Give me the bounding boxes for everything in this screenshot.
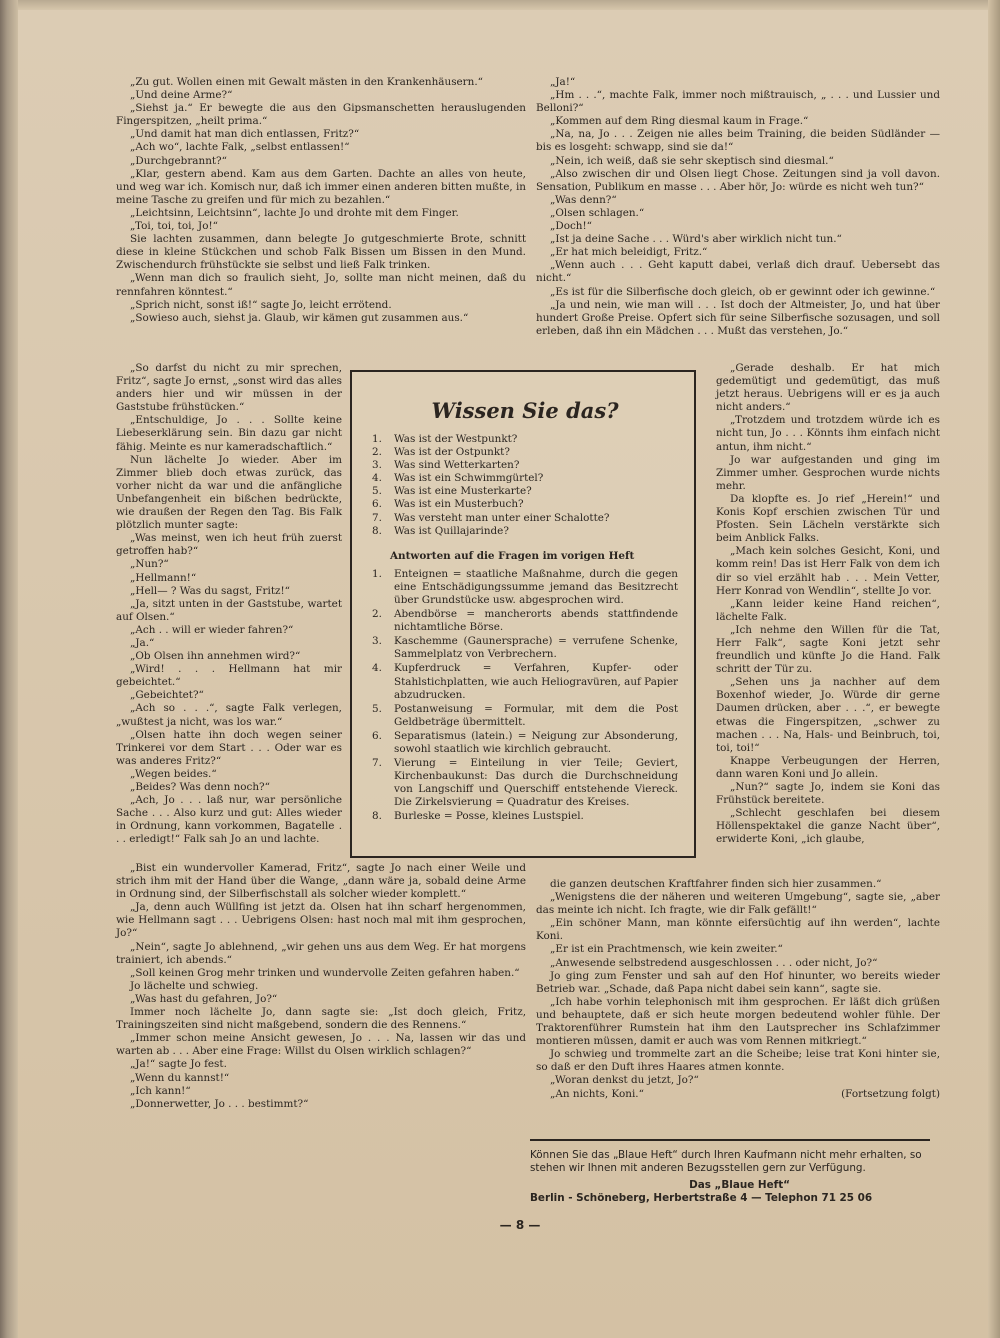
quiz-question — [372, 446, 678, 459]
paragraph: „Hellmann!“ — [130, 571, 197, 584]
quiz-answer-number: 3. — [372, 635, 382, 648]
page-number: — 8 — — [499, 1218, 541, 1232]
story-right-narrow — [716, 362, 940, 846]
quiz-question — [372, 433, 678, 446]
paragraph: Jo schwieg und trommelte zart an die Scheibe; leise trat Koni hinter sie, so daß er den Duft ihres Haares atmen konnte. — [536, 1048, 940, 1074]
quiz-answer-text: Enteignen = staatliche Maßnahme, durch die gegen eine Entschädigungssumme jemand das Besitzrecht über Grundstücke usw. abgesprochen wird. — [394, 567, 678, 606]
quiz-answer — [372, 635, 678, 661]
story-left-bottom — [116, 862, 526, 1111]
quiz-answer — [372, 810, 678, 823]
paragraph: „Ja!“ sagte Jo fest. — [130, 1058, 227, 1071]
quiz-answer-text: Kaschemme (Gaunersprache) = verrufene Schenke, Sammelplatz von Verbrechern. — [394, 635, 678, 661]
paragraph: „Wenn man dich so fraulich sieht, Jo, sollte man nicht meinen, daß du rennfahren könntest.“ — [116, 272, 526, 298]
quiz-title: Wissen Sie das? — [431, 398, 619, 423]
last-line: „An nichts, Koni.“ — [550, 1087, 644, 1100]
paragraph: „Ja, denn auch Wüllfing ist jetzt da. Olsen hat ihn scharf hergenommen, wie Hellmann sagt . . . Uebrigens Olsen: hast noch mal mit ihm gesprochen, Jo?“ — [116, 901, 526, 940]
paragraph: „Hm . . .“, machte Falk, immer noch mißtrauisch, „ . . . und Lussier und Belloni?“ — [536, 89, 940, 115]
paragraph: „Zu gut. Wollen einen mit Gewalt mästen in den Krankenhäusern.“ — [130, 76, 483, 88]
paragraph: „Donnerwetter, Jo . . . bestimmt?“ — [130, 1097, 309, 1110]
paragraph: „Anwesende selbstredend ausgeschlossen . . . oder nicht, Jo?“ — [550, 956, 878, 969]
quiz-answer-text: Abendbörse = mancherorts abends stattfindende nichtamtliche Börse. — [394, 608, 678, 634]
paragraph: „Ist ja deine Sache . . . Würd's aber wirklich nicht tun.“ — [550, 233, 842, 246]
paragraph: „Er ist ein Prachtmensch, wie kein zweiter.“ — [550, 943, 783, 956]
quiz-answer-number: 6. — [372, 729, 382, 742]
paragraph: „Sprich nicht, sonst iß!“ sagte Jo, leicht errötend. — [130, 298, 392, 311]
paragraph: Jo war aufgestanden und ging im Zimmer umher. Gesprochen wurde nichts mehr. — [716, 453, 940, 492]
story-left-top — [116, 76, 526, 325]
paragraph: „Doch!“ — [550, 220, 592, 233]
quiz-question — [372, 472, 678, 485]
publisher-name: Das „Blaue Heft“ — [689, 1179, 790, 1191]
quiz-answer — [372, 568, 678, 607]
paragraph: „Hell— ? Was du sagst, Fritz!“ — [130, 584, 290, 597]
paragraph: „Ein schöner Mann, man könnte eifersüchtig auf ihn werden“, lachte Koni. — [536, 917, 940, 943]
paragraph: „Gebeichtet?“ — [130, 689, 204, 702]
paragraph: „Ja und nein, wie man will . . . Ist doch der Altmeister, Jo, und hat über hundert Große Preise. Opfert sich für seine Silberfische sozusagen, und soll erleben, daß ihn ein Mädchen . . . Mußt das verstehen, Jo.“ — [536, 298, 940, 337]
quiz-answer — [372, 703, 678, 729]
quiz-question — [372, 512, 678, 525]
paragraph: „Soll keinen Grog mehr trinken und wundervolle Zeiten gefahren haben.“ — [130, 966, 520, 979]
quiz-box — [350, 370, 696, 858]
subscription-notice — [530, 1139, 930, 1205]
paragraph: „Klar, gestern abend. Kam aus dem Garten. Dachte an alles von heute, und weg war ich. Komisch nur, daß ich immer einen anderen bitten mußte, in meine Tasche zu greifen und für mich zu bezahlen.“ — [116, 167, 526, 206]
paragraph: „Nun?“ — [130, 558, 169, 571]
paragraph: Jo lächelte und schwieg. — [130, 979, 259, 992]
quiz-question-number: 6. — [372, 498, 382, 511]
quiz-answers — [372, 568, 678, 824]
paragraph: „Mach kein solches Gesicht, Koni, und komm rein! Das ist Herr Falk von dem ich dir so viel erzählt hab . . . Mein Vetter, Herr Konrad von Wendlin“, stellte Jo vor. — [716, 545, 940, 597]
paragraph: „Trotzdem und trotzdem würde ich es nicht tun, Jo . . . Könnts ihm einfach nicht antun, ihm nicht.“ — [716, 414, 940, 453]
paragraph: „Ob Olsen ihn annehmen wird?“ — [130, 650, 301, 663]
paragraph: „Ja.“ — [130, 636, 155, 649]
paragraph: „Wenigstens die der näheren und weiteren Umgebung“, sagte sie, „aber das meinte ich nicht. Ich fragte, wie dir Falk gefällt!“ — [536, 891, 940, 917]
quiz-answer-number: 4. — [372, 662, 382, 675]
paragraph: „Kann leider keine Hand reichen“, lächelte Falk. — [716, 597, 940, 623]
continued-note: (Fortsetzung folgt) — [841, 1087, 940, 1100]
paragraph: „Was hast du gefahren, Jo?“ — [130, 992, 278, 1005]
paragraph: „Schlecht geschlafen bei diesem Höllenspektakel die ganze Nacht über“, erwiderte Koni, „ich glaube, — [716, 807, 940, 846]
quiz-answer-text: Vierung = Einteilung in vier Teile; Geviert, Kirchenbaukunst: Das durch die Durchschneidung von Langschiff und Querschiff entstehende Viereck. Die Zirkelsvierung = Quadratur des Kreises. — [394, 757, 678, 809]
quiz-question — [372, 485, 678, 498]
paragraph: Sie lachten zusammen, dann belegte Jo gutgeschmierte Brote, schnitt diese in kleine Stückchen und schob Falk Bissen um Bissen in den Mund. Zwischendurch frühstückte sie selbst und ließ Falk trinken. — [116, 233, 526, 272]
quiz-question-text: Was ist ein Musterbuch? — [394, 498, 524, 511]
paragraph: „So darfst du nicht zu mir sprechen, Fritz“, sagte Jo ernst, „sonst wird das alles anders hier und wir müssen in der Gaststube frühstücken.“ — [116, 362, 342, 414]
page-edge-top — [0, 0, 1000, 10]
paragraph: „Durchgebrannt?“ — [130, 154, 227, 167]
paragraph: „Siehst ja.“ Er bewegte die aus den Gipsmanschetten herauslugenden Fingerspitzen, „heilt prima.“ — [116, 102, 526, 128]
paragraph: „Er hat mich beleidigt, Fritz.“ — [550, 246, 708, 259]
paragraph: „Kommen auf dem Ring diesmal kaum in Frage.“ — [550, 115, 809, 128]
paragraph: „Ach wo“, lachte Falk, „selbst entlassen!“ — [130, 141, 350, 154]
paragraph-last — [536, 1088, 940, 1101]
paragraph: „Ja, sitzt unten in der Gaststube, wartet auf Olsen.“ — [116, 597, 342, 623]
quiz-answer-number: 7. — [372, 757, 382, 770]
paragraph: „Ich kann!“ — [130, 1084, 191, 1097]
notice-text: Können Sie das „Blaue Heft“ durch Ihren Kaufmann nicht mehr erhalten, so stehen wir Ihnen mit anderen Bezugsstellen gern zur Verfügung. — [530, 1149, 922, 1174]
page-edge-right — [988, 0, 1000, 1338]
paragraph: „Ach . . will er wieder fahren?“ — [130, 623, 294, 636]
quiz-question-text: Was sind Wetterkarten? — [394, 459, 520, 472]
answers-heading: Antworten auf die Fragen im vorigen Heft — [390, 549, 635, 562]
quiz-question-number: 2. — [372, 446, 382, 459]
paragraph: „Gerade deshalb. Er hat mich gedemütigt und gedemütigt, das muß jetzt heraus. Uebrigens will er es ja auch nicht anders.“ — [716, 362, 940, 414]
paragraph: die ganzen deutschen Kraftfahrer finden sich hier zusammen.“ — [550, 878, 882, 890]
paragraph: „Olsen hatte ihn doch wegen seiner Trinkerei vor dem Start . . . Oder war es was anderes Fritz?“ — [116, 728, 342, 767]
quiz-question-number: 8. — [372, 524, 382, 537]
quiz-question — [372, 498, 678, 511]
story-left-narrow — [116, 362, 342, 846]
paragraph: „Ach so . . .“, sagte Falk verlegen, „wußtest ja nicht, was los war.“ — [116, 702, 342, 728]
quiz-answer-number: 1. — [372, 567, 382, 580]
page-edge-left — [0, 0, 18, 1338]
quiz-answer-text: Postanweisung = Formular, mit dem die Post Geldbeträge übermittelt. — [394, 702, 678, 728]
quiz-answer-text: Separatismus (latein.) = Neigung zur Absonderung, sowohl staatlich wie kirchlich gebraucht. — [394, 729, 678, 755]
paragraph: „Was meinst, wen ich heut früh zuerst getroffen hab?“ — [116, 532, 342, 558]
paragraph: „Nun?“ sagte Jo, indem sie Koni das Frühstück bereitete. — [716, 781, 940, 807]
paragraph: „Es ist für die Silberfische doch gleich, ob er gewinnt oder ich gewinne.“ — [550, 285, 936, 298]
paragraph: „Toi, toi, toi, Jo!“ — [130, 220, 218, 233]
quiz-answer-text: Burleske = Posse, kleines Lustspiel. — [394, 810, 584, 823]
quiz-answer — [372, 730, 678, 756]
publisher-address: Berlin - Schöneberg, Herbertstraße 4 — Telephon 71 25 06 — [530, 1192, 873, 1204]
quiz-question-text: Was ist ein Schwimmgürtel? — [394, 472, 544, 485]
quiz-question — [372, 525, 678, 538]
paragraph: „Sowieso auch, siehst ja. Glaub, wir kämen gut zusammen aus.“ — [130, 311, 469, 324]
paragraph: Immer noch lächelte Jo, dann sagte sie: „Ist doch gleich, Fritz, Trainingszeiten sind nicht maßgebend, sondern die des Rennens.“ — [116, 1006, 526, 1032]
paragraph: „Sehen uns ja nachher auf dem Boxenhof wieder, Jo. Würde dir gerne Daumen drücken, aber . . .“, er bewegte etwas die Fingerspitzen, „schwer zu machen . . . Na, Hals- und Beinbruch, toi, toi, toi!“ — [716, 676, 940, 754]
quiz-answer-number: 2. — [372, 608, 382, 621]
paragraph: „Olsen schlagen.“ — [550, 206, 645, 219]
quiz-question-number: 4. — [372, 472, 382, 485]
paragraph: „Ach, Jo . . . laß nur, war persönliche Sache . . . Also kurz und gut: Alles wieder in Ordnung, kann vorkommen, Bagatelle . . . erledigt!“ Falk sah Jo an und lachte. — [116, 794, 342, 846]
paragraph: „Was denn?“ — [550, 193, 617, 206]
quiz-answer — [372, 608, 678, 634]
paragraph: „Nein“, sagte Jo ablehnend, „wir gehen uns aus dem Weg. Er hat morgens trainiert, ich abends.“ — [116, 940, 526, 966]
story-right-bottom — [536, 878, 940, 1101]
quiz-question-number: 5. — [372, 485, 382, 498]
quiz-answer-number: 8. — [372, 810, 382, 823]
quiz-question-number: 7. — [372, 511, 382, 524]
paragraph: „Woran denkst du jetzt, Jo?“ — [550, 1074, 699, 1087]
quiz-question-text: Was ist Quillajarinde? — [394, 524, 509, 537]
paragraph: „Ja!“ — [550, 76, 576, 88]
paragraph: „Und deine Arme?“ — [130, 89, 233, 102]
paragraph: Da klopfte es. Jo rief „Herein!“ und Konis Kopf erschien zwischen Tür und Pfosten. Sein Lächeln verstärkte sich beim Anblick Falks. — [716, 492, 940, 545]
paragraph: „Nein, ich weiß, daß sie sehr skeptisch sind diesmal.“ — [550, 154, 834, 167]
paragraph: „Also zwischen dir und Olsen liegt Chose. Zeitungen sind ja voll davon. Sensation, Publikum en masse . . . Aber hör, Jo: würde es nicht weh tun?“ — [536, 167, 940, 193]
quiz-question-text: Was ist der Ostpunkt? — [394, 446, 510, 459]
paragraph: „Beides? Was denn noch?“ — [130, 781, 270, 793]
paragraph: „Na, na, Jo . . . Zeigen nie alles beim Training, die beiden Südländer — bis es losgeht: schwapp, sind sie da!“ — [536, 128, 940, 154]
quiz-questions — [372, 433, 678, 538]
quiz-answer-text: Kupferdruck = Verfahren, Kupfer- oder Stahlstichplatten, wie auch Heliogravüren, auf Papier abzudrucken. — [394, 662, 678, 701]
paragraph: „Entschuldige, Jo . . . Sollte keine Liebeserklärung sein. Bin dazu gar nicht fähig. Meinte es nur kameradschaftlich.“ — [116, 414, 342, 453]
paragraph: „Und damit hat man dich entlassen, Fritz?“ — [130, 128, 360, 141]
paragraph: „Wenn auch . . . Geht kaputt dabei, verlaß dich drauf. Uebersebt das nicht.“ — [536, 259, 940, 285]
quiz-question-text: Was versteht man unter einer Schalotte? — [394, 511, 610, 524]
paragraph: „Leichtsinn, Leichtsinn“, lachte Jo und drohte mit dem Finger. — [130, 206, 459, 219]
paragraph: „Immer schon meine Ansicht gewesen, Jo . . . Na, lassen wir das und warten ab . . . Aber eine Frage: Willst du Olsen wirklich schlagen?“ — [116, 1032, 526, 1058]
paragraph: „Wenn du kannst!“ — [130, 1071, 230, 1084]
quiz-answer-number: 5. — [372, 702, 382, 715]
paragraph: „Wird! . . . Hellmann hat mir gebeichtet.“ — [116, 663, 342, 689]
paragraph: „Ich nehme den Willen für die Tat, Herr Falk“, sagte Koni jetzt sehr freundlich und künfte Jo die Hand. Falk schritt der Tür zu. — [716, 623, 940, 676]
quiz-answer — [372, 662, 678, 701]
paragraph: Knappe Verbeugungen der Herren, dann waren Koni und Jo allein. — [716, 754, 940, 780]
quiz-question-text: Was ist eine Musterkarte? — [394, 485, 532, 498]
paragraph: Jo ging zum Fenster und sah auf den Hof hinunter, wo bereits wieder Betrieb war. „Schade, daß Papa nicht dabei sein kann“, sagte sie. — [536, 969, 940, 995]
paragraph: Nun lächelte Jo wieder. Aber im Zimmer blieb doch etwas zurück, das vorher nicht da war und die anfängliche Unbefangenheit ein bißchen bedrückte, wie draußen der Regen den Tag. Bis Falk plötzlich munter sagte: — [116, 453, 342, 532]
quiz-answer — [372, 757, 678, 809]
paragraph: „Wegen beides.“ — [130, 767, 217, 780]
quiz-question — [372, 459, 678, 472]
paragraph: „Ich habe vorhin telephonisch mit ihm gesprochen. Er läßt dich grüßen und behauptete, daß er sich heute morgen bedeutend wohler fühle. Der Traktorenführer Rumstein hat ihm den Lautsprecher ins Schlafzimmer montieren müssen, damit er auch was vom Rennen mitkriegt.“ — [536, 995, 940, 1048]
quiz-question-number: 1. — [372, 433, 382, 445]
story-right-top — [536, 76, 940, 338]
paragraph: „Bist ein wundervoller Kamerad, Fritz“, sagte Jo nach einer Weile und strich ihm mit der Hand über die Wange, „dann wäre ja, sobald deine Arme in Ordnung sind, der Silberfischstall als solcher wieder komplett.“ — [116, 862, 526, 901]
quiz-question-number: 3. — [372, 459, 382, 472]
quiz-question-text: Was ist der Westpunkt? — [394, 433, 518, 445]
